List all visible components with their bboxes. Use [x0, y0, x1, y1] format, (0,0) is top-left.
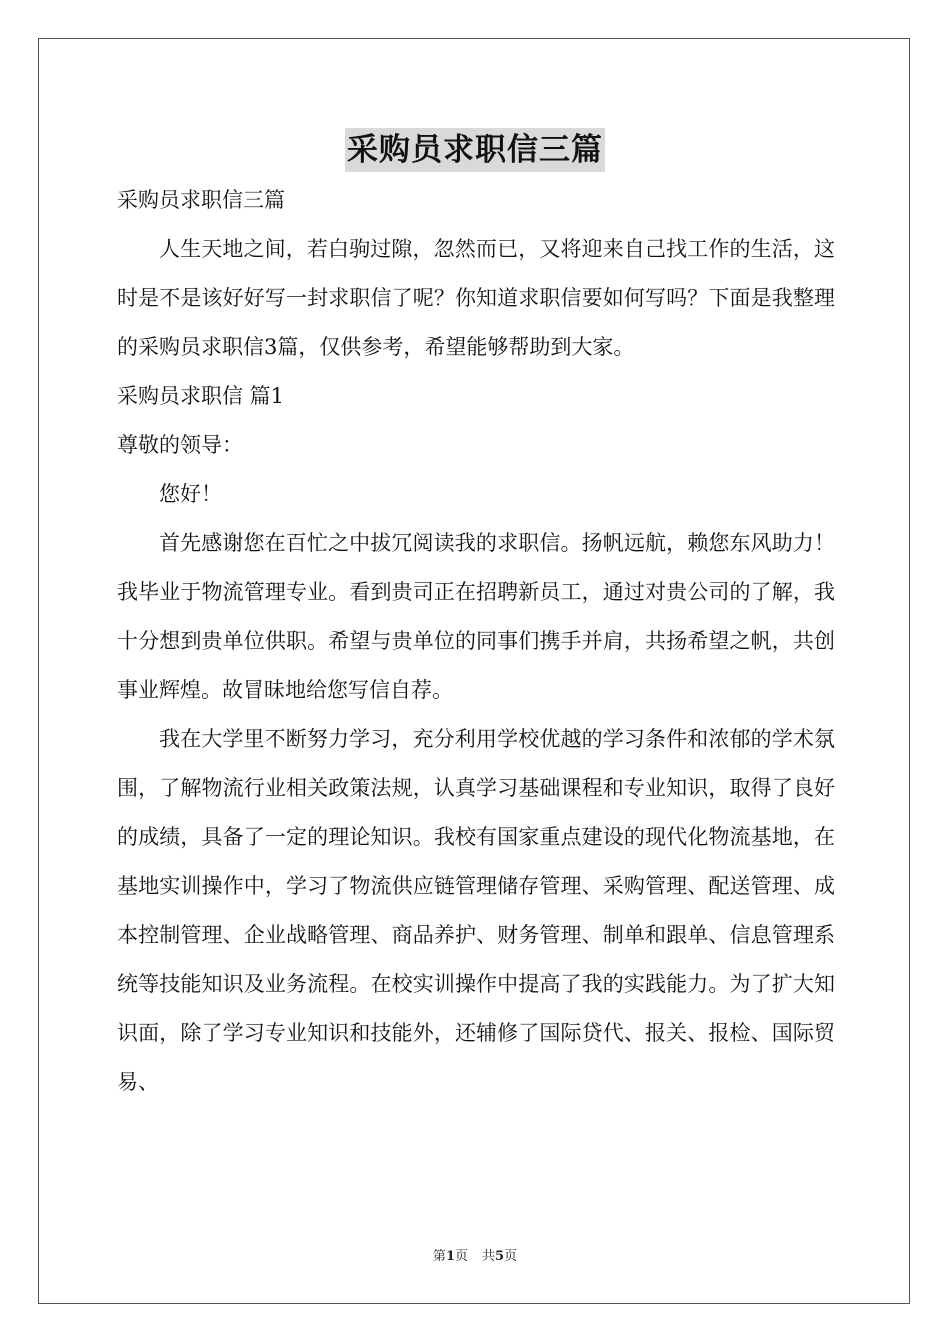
page-suffix: 页	[454, 1249, 468, 1264]
section-heading: 采购员求职信 篇1	[117, 384, 285, 408]
document-title: 采购员求职信三篇	[345, 128, 605, 172]
intro-paragraph: 人生天地之间，若白驹过隙，忽然而已，又将迎来自己找工作的生活，这时是不是该好好写一封求职信了呢？你知道求职信要如何写吗？下面是我整理的采购员求职信3篇，仅供参考，希望能够帮助到大家。	[117, 237, 835, 359]
body-paragraph: 首先感谢您在百忙之中拔冗阅读我的求职信。扬帆远航，赖您东风助力！我毕业于物流管理专业。看到贵司正在招聘新员工，通过对贵公司的了解，我十分想到贵单位供职。希望与贵单位的同事们携手并肩，共扬希望之帆，共创事业辉煌。故冒昧地给您写信自荐。	[117, 531, 835, 702]
greeting: 您好！	[159, 482, 222, 506]
title-container	[0, 128, 950, 172]
page-footer	[0, 1245, 950, 1264]
body-paragraph: 我在大学里不断努力学习，充分利用学校优越的学习条件和浓郁的学术氛围，了解物流行业相关政策法规，认真学习基础课程和专业知识，取得了良好的成绩，具备了一定的理论知识。我校有国家重点建设的现代化物流基地，在基地实训操作中，学习了物流供应链管理储存管理、采购管理、配送管理、成本控制管理、企业战略管理、商品养护、财务管理、制单和跟单、信息管理系统等技能知识及业务流程。在校实训操作中提高了我的实践能力。为了扩大知识面，除了学习专业知识和技能外，还辅修了国际贷代、报关、报检、国际贸易、	[117, 727, 835, 1094]
total-prefix: 共	[482, 1249, 496, 1264]
page-prefix: 第	[432, 1249, 446, 1264]
subtitle-paragraph: 采购员求职信三篇	[117, 188, 285, 212]
salutation: 尊敬的领导：	[117, 433, 243, 457]
total-suffix: 页	[504, 1249, 518, 1264]
page-number: 1	[445, 1249, 455, 1264]
document-body	[117, 176, 835, 1107]
total-pages: 5	[495, 1249, 505, 1264]
